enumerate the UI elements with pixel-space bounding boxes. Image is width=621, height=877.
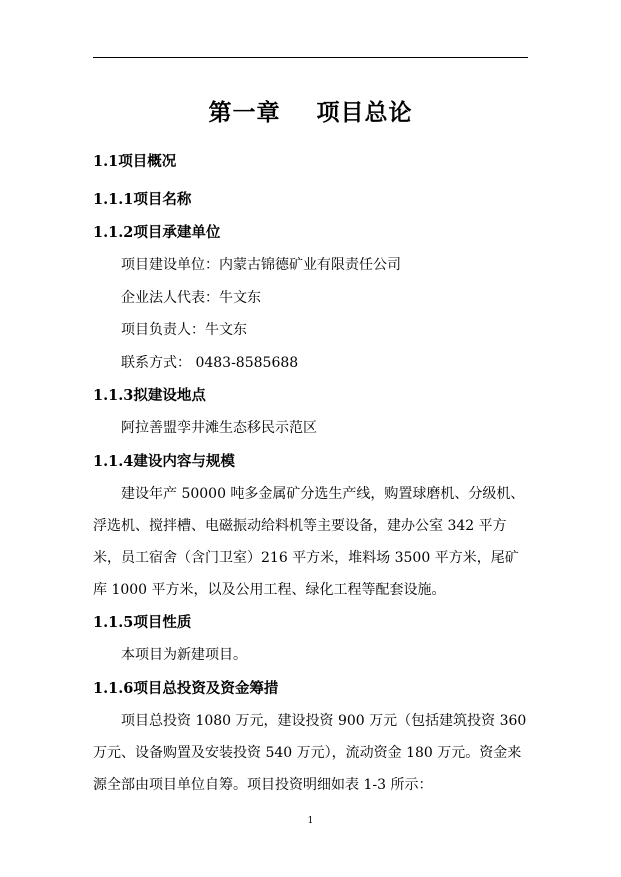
investment-line: 项目总投资 1080 万元，建设投资 900 万元（包括建筑投资 360 — [121, 713, 527, 729]
builder-line: 项目建设单位：内蒙古锦德矿业有限责任公司 — [121, 257, 401, 273]
section-1-1-6-heading: 1.1.6项目总投资及资金筹措 — [93, 680, 279, 697]
section-1-1-4-heading: 1.1.4建设内容与规模 — [93, 453, 235, 470]
scope-line: 库 1000 平方米，以及公用工程、绿化工程等配套设施。 — [93, 582, 446, 598]
header-rule — [93, 57, 528, 58]
investment-line: 源全部由项目单位自筹。项目投资明细如表 1-3 所示： — [93, 777, 433, 793]
section-1-1-1-heading: 1.1.1项目名称 — [93, 191, 192, 208]
section-1-1-3-heading: 1.1.3拟建设地点 — [93, 387, 206, 404]
contact-line: 联系方式： 0483-8585688 — [121, 355, 299, 371]
scope-line: 浮选机、搅拌槽、电磁振动给料机等主要设备，建办公室 342 平方 — [93, 518, 507, 534]
investment-line: 万元、设备购置及安装投资 540 万元），流动资金 180 万元。资金来 — [93, 745, 522, 761]
page-number: 1 — [307, 816, 314, 826]
scope-line: 建设年产 50000 吨多金属矿分选生产线，购置球磨机、分级机、 — [121, 486, 525, 502]
chapter-title: 第一章 项目总论 — [208, 99, 413, 126]
scope-line: 米，员工宿舍（含门卫室）216 平方米，堆料场 3500 平方米，尾矿 — [93, 550, 519, 566]
section-1-1-5-heading: 1.1.5项目性质 — [93, 614, 192, 631]
location-text: 阿拉善盟孪井滩生态移民示范区 — [121, 420, 317, 436]
nature-text: 本项目为新建项目。 — [121, 647, 247, 663]
section-1-1-heading: 1.1项目概况 — [93, 153, 177, 170]
section-1-1-2-heading: 1.1.2项目承建单位 — [93, 224, 221, 241]
manager-line: 项目负责人：牛文东 — [121, 322, 247, 338]
legal-rep-line: 企业法人代表：牛文东 — [121, 290, 261, 306]
